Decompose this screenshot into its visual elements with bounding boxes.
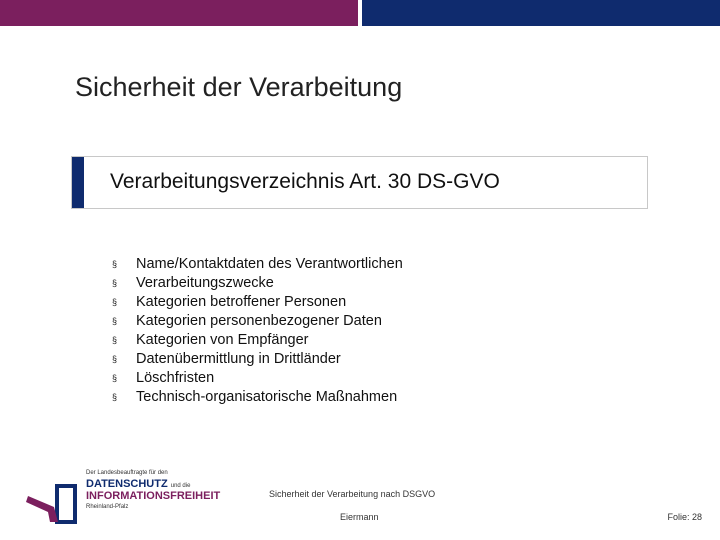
bullet-icon: § bbox=[112, 372, 118, 383]
bullet-item bbox=[112, 311, 403, 330]
bullet-list bbox=[112, 254, 403, 406]
logo-mark-icon bbox=[24, 480, 84, 526]
header-bar-magenta bbox=[0, 0, 358, 26]
logo-line-1: Der Landesbeauftragte für den bbox=[86, 470, 168, 476]
organization-logo bbox=[24, 470, 221, 530]
bullet-text: Kategorien von Empfänger bbox=[136, 331, 309, 348]
bullet-item bbox=[112, 349, 403, 368]
bullet-icon: § bbox=[112, 315, 118, 326]
logo-line-3: INFORMATIONSFREIHEIT bbox=[86, 490, 221, 502]
footer-slide-number: Folie: 28 bbox=[667, 512, 702, 522]
callout-box bbox=[71, 156, 648, 209]
bullet-icon: § bbox=[112, 277, 118, 288]
bullet-text: Technisch-organisatorische Maßnahmen bbox=[136, 388, 398, 405]
bullet-item bbox=[112, 387, 403, 406]
bullet-text: Löschfristen bbox=[136, 369, 215, 386]
bullet-text: Verarbeitungszwecke bbox=[136, 274, 274, 291]
bullet-item bbox=[112, 254, 403, 273]
footer-presentation-title: Sicherheit der Verarbeitung nach DSGVO bbox=[269, 489, 436, 499]
logo-text bbox=[86, 470, 220, 510]
header-bar-navy bbox=[362, 0, 720, 26]
bullet-item bbox=[112, 273, 403, 292]
logo-line-4: Rheinland-Pfalz bbox=[86, 504, 129, 510]
logo-line-2 bbox=[86, 479, 220, 490]
bullet-icon: § bbox=[112, 296, 118, 307]
logo-und-die: und die bbox=[170, 483, 191, 489]
bullet-item bbox=[112, 292, 403, 311]
slide-title: Sicherheit der Verarbeitung bbox=[75, 72, 403, 102]
bullet-text: Kategorien betroffener Personen bbox=[136, 293, 347, 310]
callout-text: Verarbeitungsverzeichnis Art. 30 DS-GVO bbox=[110, 170, 500, 193]
bullet-icon: § bbox=[112, 258, 118, 269]
bullet-text: Kategorien personenbezogener Daten bbox=[136, 312, 382, 329]
callout-accent-bar bbox=[72, 157, 84, 208]
footer-author: Eiermann bbox=[340, 512, 379, 522]
bullet-item bbox=[112, 368, 403, 387]
bullet-icon: § bbox=[112, 334, 118, 345]
bullet-text: Datenübermittlung in Drittländer bbox=[136, 350, 341, 367]
bullet-text: Name/Kontaktdaten des Verantwortlichen bbox=[136, 255, 403, 272]
bullet-icon: § bbox=[112, 353, 118, 364]
bullet-item bbox=[112, 330, 403, 349]
logo-datenschutz: DATENSCHUTZ bbox=[86, 478, 168, 490]
bullet-icon: § bbox=[112, 391, 118, 402]
